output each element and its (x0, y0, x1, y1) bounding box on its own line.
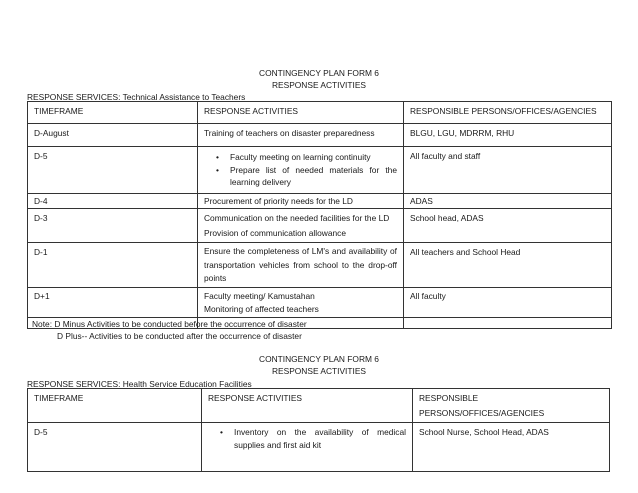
responsible-cell: School head, ADAS (404, 209, 612, 243)
header-responsible: RESPONSIBLE PERSONS/OFFICES/AGENCIES (404, 102, 612, 124)
responsible-cell: All teachers and School Head (404, 243, 612, 288)
activity-cell (198, 147, 404, 194)
activity-text: Procurement of priority needs for the LD (204, 196, 353, 206)
note-line-1: Note: D Minus Activities to be conducted before the occurrence of disaster (32, 319, 307, 329)
activity-text: Provision of communication allowance (204, 228, 346, 238)
timeframe-cell: D-1 (28, 243, 198, 288)
table-row (28, 243, 612, 288)
note-line-2: D Plus-- Activities to be conducted after the occurrence of disaster (57, 331, 302, 341)
activity-cell (198, 287, 404, 317)
header-timeframe: TIMEFRAME (28, 389, 202, 423)
activity-bullet: • Prepare list of needed materials for the learning delivery (230, 164, 397, 189)
table-row (28, 209, 612, 243)
activity-text: Faculty meeting/ Kamustahan (204, 290, 315, 301)
responsible-cell: ADAS (404, 194, 612, 209)
response-service-label: RESPONSE SERVICES: Technical Assistance to Teachers (27, 92, 246, 102)
activity-text: Communication on the needed facilities for the LD (204, 213, 390, 223)
form-subtitle: RESPONSE ACTIVITIES (271, 366, 366, 376)
timeframe-cell: D-5 (28, 147, 198, 194)
table-row (28, 423, 610, 472)
activity-cell (198, 124, 404, 147)
activity-text: Ensure the completeness of LM's and availability of transportation vehicles from school to the drop-off points (204, 246, 397, 283)
activity-cell (202, 423, 413, 472)
responsible-cell: All faculty (404, 287, 612, 317)
response-activities-table-2 (27, 388, 610, 472)
header-responsible: RESPONSIBLE PERSONS/OFFICES/AGENCIES (413, 389, 610, 423)
activity-text: Training of teachers on disaster preparedness (204, 128, 375, 138)
table-row (28, 194, 612, 209)
responsible-cell: All faculty and staff (404, 147, 612, 194)
activity-bullet: • Faculty meeting on learning continuity (230, 151, 397, 164)
header-response-activities: RESPONSE ACTIVITIES (198, 102, 404, 124)
timeframe-cell: D-3 (28, 209, 198, 243)
activity-bullet-list (204, 151, 397, 189)
activity-bullet: • Inventory on the availability of medical supplies and first aid kit (234, 426, 406, 451)
form-title: CONTINGENCY PLAN FORM 6 (259, 354, 379, 364)
table-header-row (28, 389, 610, 423)
timeframe-cell: D+1 (28, 287, 198, 317)
header-response-activities: RESPONSE ACTIVITIES (202, 389, 413, 423)
timeframe-cell: D-5 (28, 423, 202, 472)
table-row (28, 147, 612, 194)
timeframe-cell: D-4 (28, 194, 198, 209)
form-title: CONTINGENCY PLAN FORM 6 (259, 68, 379, 78)
table-row (28, 124, 612, 147)
header-timeframe: TIMEFRAME (28, 102, 198, 124)
empty-cell (404, 317, 612, 328)
response-service-label: RESPONSE SERVICES: Health Service Education Facilities (27, 379, 252, 389)
activity-cell (198, 209, 404, 243)
response-activities-table (27, 101, 612, 329)
activity-cell (198, 194, 404, 209)
responsible-cell: School Nurse, School Head, ADAS (413, 423, 610, 472)
table-row (28, 287, 612, 317)
timeframe-cell: D-August (28, 124, 198, 147)
activity-bullet-list (208, 426, 406, 451)
table-header-row (28, 102, 612, 124)
form-subtitle: RESPONSE ACTIVITIES (271, 80, 366, 90)
responsible-cell: BLGU, LGU, MDRRM, RHU (404, 124, 612, 147)
activity-text: Monitoring of affected teachers (204, 303, 319, 314)
activity-cell (198, 243, 404, 288)
